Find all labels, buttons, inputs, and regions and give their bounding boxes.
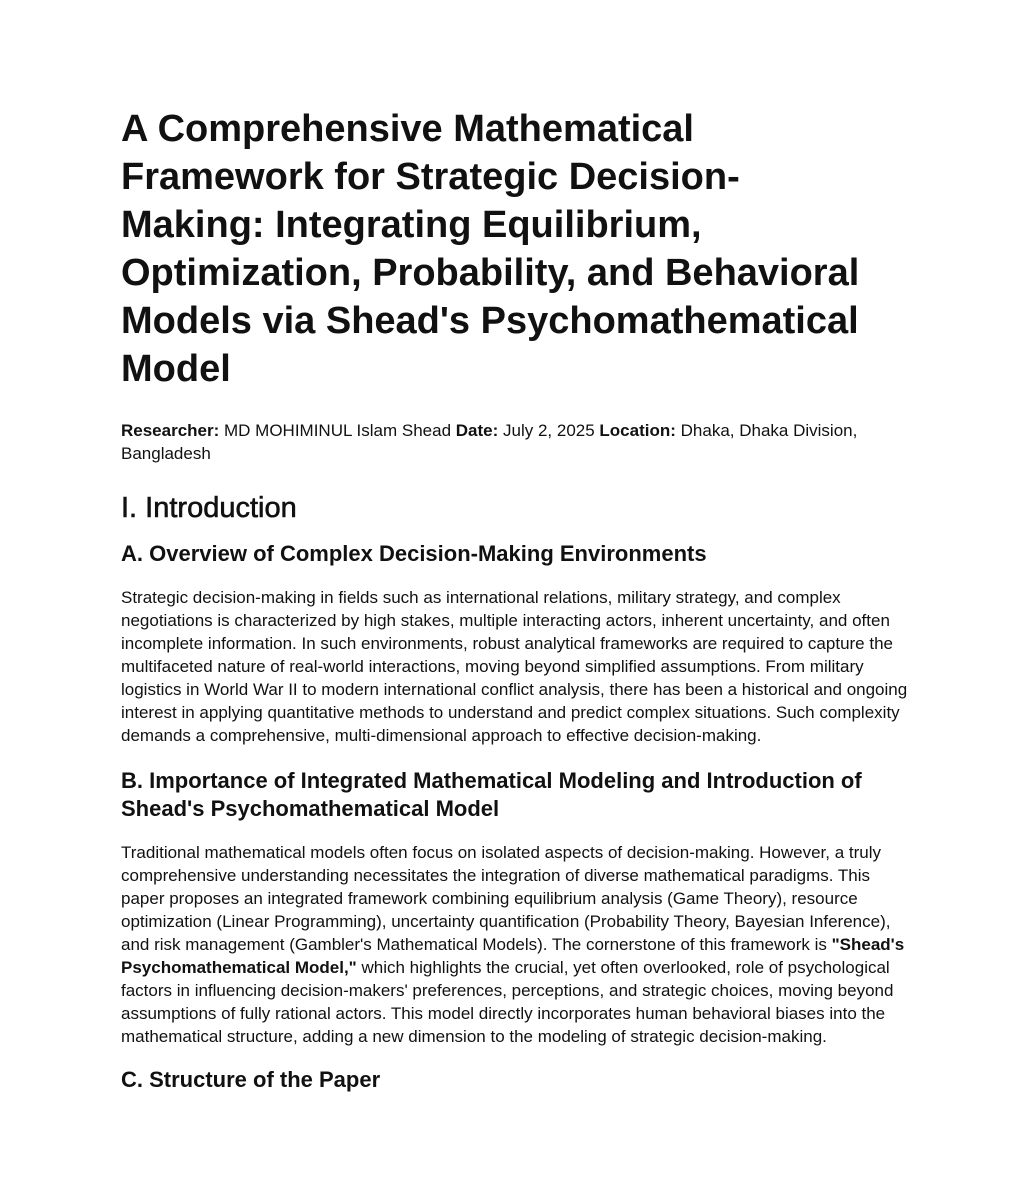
date-label: Date:: [455, 421, 499, 440]
researcher-label: Researcher:: [121, 421, 220, 440]
researcher-value: MD MOHIMINUL Islam Shead: [219, 421, 456, 440]
paper-title: A Comprehensive Mathematical Framework for Strategic Decision-Making: Integrating Equilibrium, Optimization, Probability, and Behavioral Models via Shead's Psychomathematical Model: [121, 108, 860, 390]
date-value: July 2, 2025: [498, 421, 600, 440]
paper-page: [121, 105, 911, 1094]
model-name-emphasis: "Shead's Psychomathematical Model,": [121, 935, 905, 977]
subsection-heading-structure: C. Structure of the Paper: [121, 1067, 381, 1092]
section-heading-introduction: I. Introduction: [121, 492, 297, 524]
paragraph-text-after: which highlights the crucial, yet often overlooked, role of psychological factors in influencing decision-makers' preferences, perceptions, and strategic choices, moving beyond assumptions of fully rational actors. This model directly incorporates human behavioral biases into the mathematical structure, adding a new dimension to the modeling of strategic decision-making.: [121, 958, 894, 1046]
subsection-heading-integrated-modeling: B. Importance of Integrated Mathematical Modeling and Introduction of Shead's Psychomathematical Model: [121, 768, 862, 821]
paragraph-overview: Strategic decision-making in fields such as international relations, military strategy, and complex negotiations is characterized by high stakes, multiple interacting actors, inherent uncertainty, and often incomplete information. In such environments, robust analytical frameworks are required to capture the multifaceted nature of real-world interactions, moving beyond simplified assumptions. From military logistics in World War II to modern international conflict analysis, there has been a historical and ongoing interest in applying quantitative methods to understand and predict complex situations. Such complexity demands a comprehensive, multi-dimensional approach to effective decision-making.: [121, 588, 908, 745]
paragraph-integrated-modeling: [121, 841, 911, 1048]
paragraph-text-before: Traditional mathematical models often focus on isolated aspects of decision-making. However, a truly comprehensive understanding necessitates the integration of diverse mathematical paradigms. This paper proposes an integrated framework combining equilibrium analysis (Game Theory), resource optimization (Linear Programming), uncertainty quantification (Probability Theory, Bayesian Inference), and risk management (Gambler's Mathematical Models). The cornerstone of this framework is: [121, 843, 891, 954]
subsection-heading-overview: A. Overview of Complex Decision-Making Environments: [121, 541, 707, 566]
location-label: Location:: [599, 421, 676, 440]
paper-metadata: [121, 419, 881, 465]
location-value: Dhaka, Dhaka Division, Bangladesh: [121, 421, 858, 463]
